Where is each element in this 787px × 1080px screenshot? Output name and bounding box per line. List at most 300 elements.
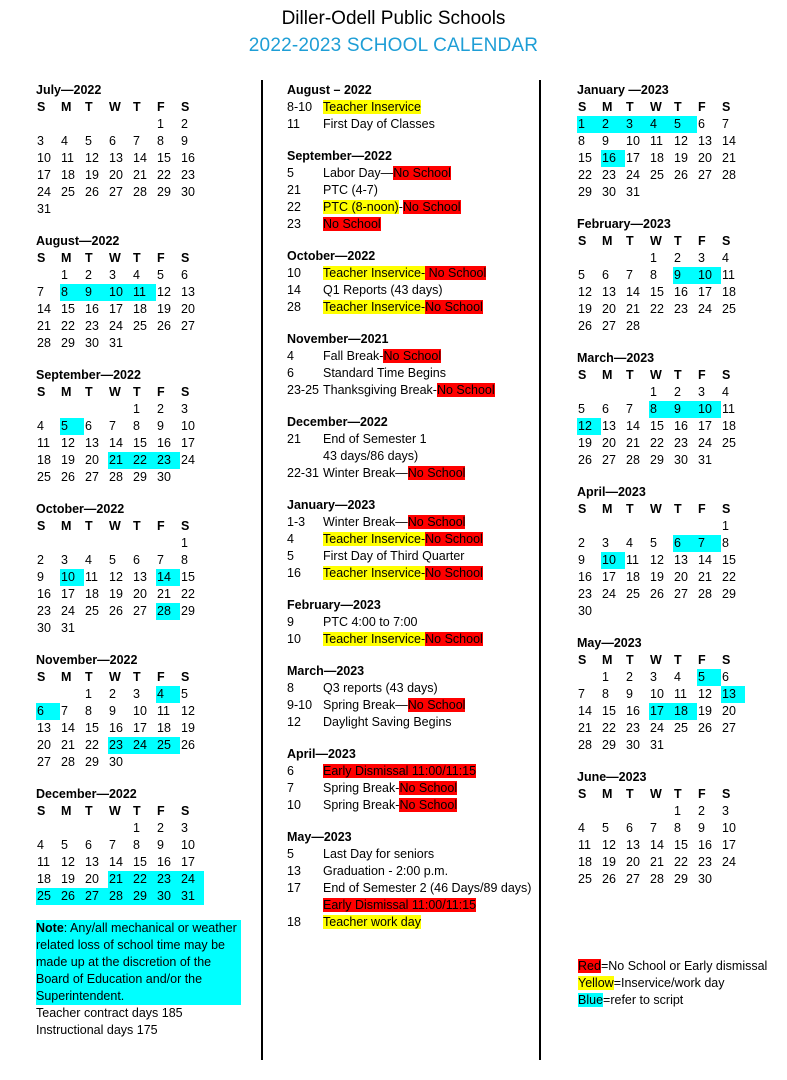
day-cell <box>180 201 204 218</box>
day-cell <box>577 518 601 535</box>
event-date: 16 <box>287 566 301 580</box>
day-cell: 10 <box>133 704 147 718</box>
weekday-header: S <box>578 502 587 516</box>
day-cell: 29 <box>602 738 616 752</box>
day-cell: 21 <box>108 452 132 469</box>
event-month-title: October—2022 <box>287 249 376 263</box>
day-cell: 7 <box>109 838 116 852</box>
event-month <box>287 148 532 233</box>
day-cell <box>673 184 697 201</box>
day-cell: 28 <box>722 168 736 182</box>
day-cell: 15 <box>674 838 688 852</box>
day-cell: 20 <box>602 302 616 316</box>
day-cell <box>36 686 60 703</box>
event-text-part: 43 days/86 days) <box>323 449 419 463</box>
event-text-part: No School <box>425 532 483 546</box>
month-grid <box>577 367 745 469</box>
month-grid <box>36 384 241 486</box>
day-cell: 17 <box>181 855 195 869</box>
day-cell: 8 <box>602 687 609 701</box>
day-cell: 12 <box>109 570 123 584</box>
day-cell: 4 <box>674 670 681 684</box>
event-month <box>287 497 532 582</box>
day-cell: 30 <box>626 738 640 752</box>
day-cell: 18 <box>133 302 147 316</box>
day-cell: 29 <box>132 888 156 905</box>
day-cell: 15 <box>85 721 99 735</box>
event-date: 17 <box>287 881 301 895</box>
day-cell: 26 <box>674 168 688 182</box>
weekday-header: F <box>157 804 165 818</box>
day-cell: 20 <box>109 168 123 182</box>
day-cell: 23 <box>674 436 688 450</box>
month-grid <box>36 518 241 637</box>
event-text-part: Teacher Inservice- <box>323 532 426 546</box>
day-cell <box>625 250 649 267</box>
event-text-part: PTC (8-noon) <box>323 200 399 214</box>
weekday-header: S <box>37 385 46 399</box>
weekday-header: S <box>37 670 46 684</box>
day-cell <box>673 318 697 335</box>
day-cell: 12 <box>674 134 688 148</box>
legend-key: Red <box>578 959 601 973</box>
day-cell: 18 <box>673 703 697 720</box>
event-text <box>323 282 443 299</box>
event-date: 4 <box>287 532 294 546</box>
left-calendar-column <box>36 82 241 1039</box>
event-text-part: Last Day for seniors <box>323 847 435 861</box>
day-cell: 16 <box>37 587 51 601</box>
day-cell: 10 <box>108 284 132 301</box>
day-cell: 10 <box>697 267 721 284</box>
weekday-header: W <box>109 385 121 399</box>
day-cell <box>649 603 673 620</box>
event-month <box>287 746 532 814</box>
event-text <box>323 382 495 399</box>
day-cell: 12 <box>650 553 664 567</box>
day-cell: 19 <box>61 453 75 467</box>
day-cell: 16 <box>601 150 625 167</box>
day-cell: 1 <box>722 519 729 533</box>
weekday-header: S <box>578 787 587 801</box>
event-date: 22 <box>287 200 301 214</box>
day-cell: 6 <box>36 703 60 720</box>
day-cell: 2 <box>157 821 164 835</box>
month-grid <box>577 786 745 888</box>
day-cell: 14 <box>578 704 592 718</box>
day-cell: 25 <box>61 185 75 199</box>
event-row <box>287 631 532 648</box>
event-text-part: Teacher work day <box>323 915 421 929</box>
day-cell: 5 <box>578 402 585 416</box>
weekday-header: S <box>722 502 731 516</box>
day-cell: 11 <box>650 134 663 148</box>
month-grid <box>36 99 241 218</box>
weekday-header: T <box>674 653 682 667</box>
event-text-part: Standard Time Begins <box>323 366 446 380</box>
day-cell: 26 <box>157 319 171 333</box>
month-title: September—2022 <box>36 368 141 382</box>
day-cell: 6 <box>602 402 609 416</box>
day-cell: 4 <box>37 419 44 433</box>
day-cell: 23 <box>674 302 688 316</box>
event-text-part: Graduation - 2:00 p.m. <box>323 864 449 878</box>
event-row <box>287 348 532 365</box>
day-cell <box>108 401 132 418</box>
event-text-part: No School <box>399 781 458 795</box>
event-text <box>323 565 483 582</box>
day-cell: 25 <box>722 436 736 450</box>
day-cell: 15 <box>722 553 736 567</box>
day-cell: 11 <box>157 704 170 718</box>
event-text-part: No School <box>425 632 483 646</box>
day-cell: 19 <box>109 587 123 601</box>
day-cell <box>36 535 60 552</box>
day-cell <box>649 318 673 335</box>
day-cell: 1 <box>650 385 657 399</box>
event-text-part: Winter Break— <box>323 466 408 480</box>
day-cell: 12 <box>181 704 195 718</box>
event-text <box>323 365 446 382</box>
day-cell <box>84 535 108 552</box>
legend-item <box>578 992 767 1009</box>
event-row <box>287 614 532 631</box>
day-cell: 16 <box>626 704 640 718</box>
event-date: 12 <box>287 715 301 729</box>
event-text <box>323 265 486 282</box>
day-cell: 30 <box>85 336 99 350</box>
day-cell: 9 <box>157 419 164 433</box>
month-grid <box>577 501 745 620</box>
day-cell: 24 <box>698 436 712 450</box>
day-cell <box>36 267 60 284</box>
page-title: Diller-Odell Public Schools <box>281 8 506 29</box>
weekday-header: S <box>722 368 731 382</box>
month-title: March—2023 <box>577 351 655 365</box>
day-cell <box>36 401 60 418</box>
day-cell: 10 <box>37 151 51 165</box>
day-cell: 28 <box>109 470 123 484</box>
weekday-header: S <box>37 251 46 265</box>
day-cell: 29 <box>722 587 736 601</box>
weekday-header: S <box>578 653 587 667</box>
weekday-header: F <box>157 385 165 399</box>
legend-item <box>578 975 767 992</box>
event-text <box>323 614 418 631</box>
day-cell: 13 <box>85 855 99 869</box>
day-cell: 1 <box>85 687 92 701</box>
day-cell: 28 <box>626 453 640 467</box>
event-date: 9-10 <box>287 698 313 712</box>
day-cell: 12 <box>61 855 75 869</box>
weekday-header: S <box>37 100 46 114</box>
event-text-part: No School <box>425 300 483 314</box>
legend-key: Yellow <box>578 976 614 990</box>
color-legend <box>578 958 767 1009</box>
day-cell <box>697 518 721 535</box>
day-cell <box>84 820 108 837</box>
day-cell: 19 <box>698 704 712 718</box>
weekday-header: T <box>85 100 93 114</box>
event-row <box>287 697 532 714</box>
day-cell: 15 <box>157 151 171 165</box>
day-cell: 31 <box>698 453 712 467</box>
day-cell: 22 <box>61 319 75 333</box>
note-block <box>36 920 241 1039</box>
day-cell <box>721 737 745 754</box>
day-cell: 16 <box>109 721 123 735</box>
day-cell <box>156 535 180 552</box>
day-cell: 6 <box>133 553 140 567</box>
event-date: 6 <box>287 366 294 380</box>
event-text-part: Fall Break- <box>323 349 384 363</box>
day-cell <box>625 518 649 535</box>
day-cell: 24 <box>626 168 640 182</box>
day-cell: 25 <box>85 604 99 618</box>
weekday-header: T <box>626 234 634 248</box>
day-cell: 21 <box>650 855 664 869</box>
day-cell <box>649 184 673 201</box>
event-text-part: No School <box>323 217 381 231</box>
event-text-part: No School <box>436 383 495 397</box>
event-date: 28 <box>287 300 301 314</box>
event-text-part: PTC (4-7) <box>323 183 378 197</box>
day-cell: 29 <box>578 185 592 199</box>
weekday-header: T <box>85 670 93 684</box>
event-date: 5 <box>287 847 294 861</box>
event-month-title: April—2023 <box>287 747 356 761</box>
event-text-part: Teacher Inservice <box>323 100 421 114</box>
day-cell: 20 <box>133 587 147 601</box>
day-cell: 19 <box>61 872 75 886</box>
day-cell: 16 <box>157 436 171 450</box>
event-month <box>287 663 532 731</box>
day-cell: 28 <box>578 738 592 752</box>
weekday-header: T <box>85 385 93 399</box>
day-cell <box>697 603 721 620</box>
day-cell: 28 <box>650 872 664 886</box>
day-cell <box>132 754 156 771</box>
day-cell: 2 <box>674 251 681 265</box>
weekday-header: T <box>85 519 93 533</box>
day-cell <box>721 184 745 201</box>
divider-right <box>539 80 541 1060</box>
event-text <box>323 199 461 216</box>
day-cell: 4 <box>37 838 44 852</box>
day-cell: 11 <box>37 436 50 450</box>
event-row <box>287 365 532 382</box>
event-text <box>323 631 483 648</box>
day-cell <box>156 201 180 218</box>
day-cell <box>108 620 132 637</box>
event-row <box>287 797 532 814</box>
day-cell: 17 <box>602 570 616 584</box>
day-cell: 7 <box>650 821 657 835</box>
weekday-header: W <box>650 787 662 801</box>
event-text <box>323 165 451 182</box>
day-cell: 2 <box>601 116 625 133</box>
day-cell: 27 <box>722 721 736 735</box>
day-cell: 23 <box>156 871 180 888</box>
day-cell: 16 <box>157 855 171 869</box>
day-cell: 15 <box>578 151 592 165</box>
month-title: August—2022 <box>36 234 120 248</box>
event-text <box>323 714 452 731</box>
day-cell: 27 <box>37 755 51 769</box>
day-cell: 17 <box>698 285 712 299</box>
day-cell: 23 <box>181 168 195 182</box>
day-cell: 14 <box>626 419 640 433</box>
day-cell: 17 <box>133 721 147 735</box>
day-cell <box>60 686 84 703</box>
page-subtitle: 2022-2023 SCHOOL CALENDAR <box>248 35 539 56</box>
day-cell: 13 <box>602 285 616 299</box>
event-date: 10 <box>287 632 301 646</box>
event-text-part: No School <box>407 466 466 480</box>
day-cell: 7 <box>157 553 164 567</box>
weekday-header: T <box>133 519 141 533</box>
day-cell: 9 <box>626 687 633 701</box>
teacher-contract-days: Teacher contract days 185 <box>36 1006 183 1020</box>
day-cell: 7 <box>578 687 585 701</box>
day-cell: 21 <box>578 721 592 735</box>
day-cell: 21 <box>626 436 640 450</box>
event-month <box>287 829 532 931</box>
day-cell: 24 <box>181 453 195 467</box>
day-cell <box>180 469 204 486</box>
event-date: 5 <box>287 549 294 563</box>
day-cell: 2 <box>37 553 44 567</box>
day-cell <box>601 603 625 620</box>
event-row <box>287 199 532 216</box>
day-cell: 1 <box>157 117 164 131</box>
day-cell: 23 <box>578 587 592 601</box>
month-title: October—2022 <box>36 502 125 516</box>
day-cell: 30 <box>602 185 616 199</box>
day-cell: 5 <box>60 418 84 435</box>
day-cell: 5 <box>85 134 92 148</box>
day-cell <box>649 518 673 535</box>
day-cell: 20 <box>181 302 195 316</box>
day-cell <box>673 518 697 535</box>
day-cell: 3 <box>181 821 188 835</box>
day-cell: 12 <box>602 838 616 852</box>
day-cell: 9 <box>673 401 697 418</box>
weekday-header: S <box>578 234 587 248</box>
weekday-header: W <box>109 519 121 533</box>
day-cell: 29 <box>674 872 688 886</box>
month-grid <box>577 233 745 335</box>
day-cell: 27 <box>602 453 616 467</box>
day-cell: 16 <box>181 151 195 165</box>
event-row <box>287 116 532 133</box>
day-cell: 7 <box>697 535 721 552</box>
event-date: 4 <box>287 349 294 363</box>
day-cell: 30 <box>674 453 688 467</box>
weekday-header: F <box>157 670 165 684</box>
day-cell <box>108 116 132 133</box>
day-cell: 5 <box>61 838 68 852</box>
day-cell: 22 <box>85 738 99 752</box>
event-date: 5 <box>287 166 294 180</box>
day-cell: 4 <box>133 268 140 282</box>
day-cell: 9 <box>37 570 44 584</box>
day-cell: 25 <box>133 319 147 333</box>
day-cell: 17 <box>37 168 51 182</box>
month-grid <box>577 652 745 754</box>
month-calendar <box>36 367 241 486</box>
event-month-title: December—2022 <box>287 415 388 429</box>
day-cell: 6 <box>602 268 609 282</box>
day-cell <box>84 620 108 637</box>
day-cell: 23 <box>626 721 640 735</box>
event-text-part: Teacher Inservice- <box>323 266 426 280</box>
day-cell: 10 <box>650 687 664 701</box>
day-cell: 4 <box>722 251 729 265</box>
day-cell: 2 <box>578 536 585 550</box>
weekday-header: T <box>133 100 141 114</box>
event-text <box>323 880 532 914</box>
day-cell: 20 <box>602 436 616 450</box>
day-cell: 12 <box>85 151 99 165</box>
event-row <box>287 448 532 465</box>
day-cell: 18 <box>85 587 99 601</box>
day-cell: 6 <box>85 419 92 433</box>
event-row <box>287 382 532 399</box>
day-cell: 9 <box>84 284 108 301</box>
day-cell: 16 <box>698 838 712 852</box>
day-cell: 4 <box>722 385 729 399</box>
event-row <box>287 99 532 116</box>
event-date: 8 <box>287 681 294 695</box>
event-text-part: Spring Break- <box>323 781 400 795</box>
day-cell: 5 <box>181 687 188 701</box>
weekday-header: T <box>626 653 634 667</box>
day-cell: 11 <box>132 284 156 301</box>
day-cell <box>577 803 601 820</box>
day-cell: 9 <box>578 553 585 567</box>
day-cell: 5 <box>673 116 697 133</box>
day-cell <box>108 820 132 837</box>
event-row <box>287 863 532 880</box>
weekday-header: F <box>157 519 165 533</box>
day-cell: 7 <box>37 285 44 299</box>
weekday-header: S <box>578 100 587 114</box>
day-cell: 11 <box>578 838 591 852</box>
month-title: December—2022 <box>36 787 137 801</box>
day-cell: 1 <box>133 402 140 416</box>
weekday-header: T <box>626 368 634 382</box>
event-date: 10 <box>287 798 301 812</box>
event-row <box>287 846 532 863</box>
day-cell: 3 <box>181 402 188 416</box>
day-cell: 31 <box>650 738 664 752</box>
day-cell: 3 <box>37 134 44 148</box>
day-cell: 21 <box>722 151 736 165</box>
day-cell: 28 <box>108 888 132 905</box>
day-cell <box>697 318 721 335</box>
day-cell <box>60 201 84 218</box>
day-cell: 22 <box>132 871 156 888</box>
day-cell: 5 <box>602 821 609 835</box>
day-cell: 29 <box>85 755 99 769</box>
day-cell <box>132 620 156 637</box>
event-text-part: No School <box>383 349 442 363</box>
day-cell: 19 <box>602 855 616 869</box>
event-date: 1-3 <box>287 515 306 529</box>
event-month <box>287 597 532 648</box>
day-cell: 9 <box>602 134 609 148</box>
